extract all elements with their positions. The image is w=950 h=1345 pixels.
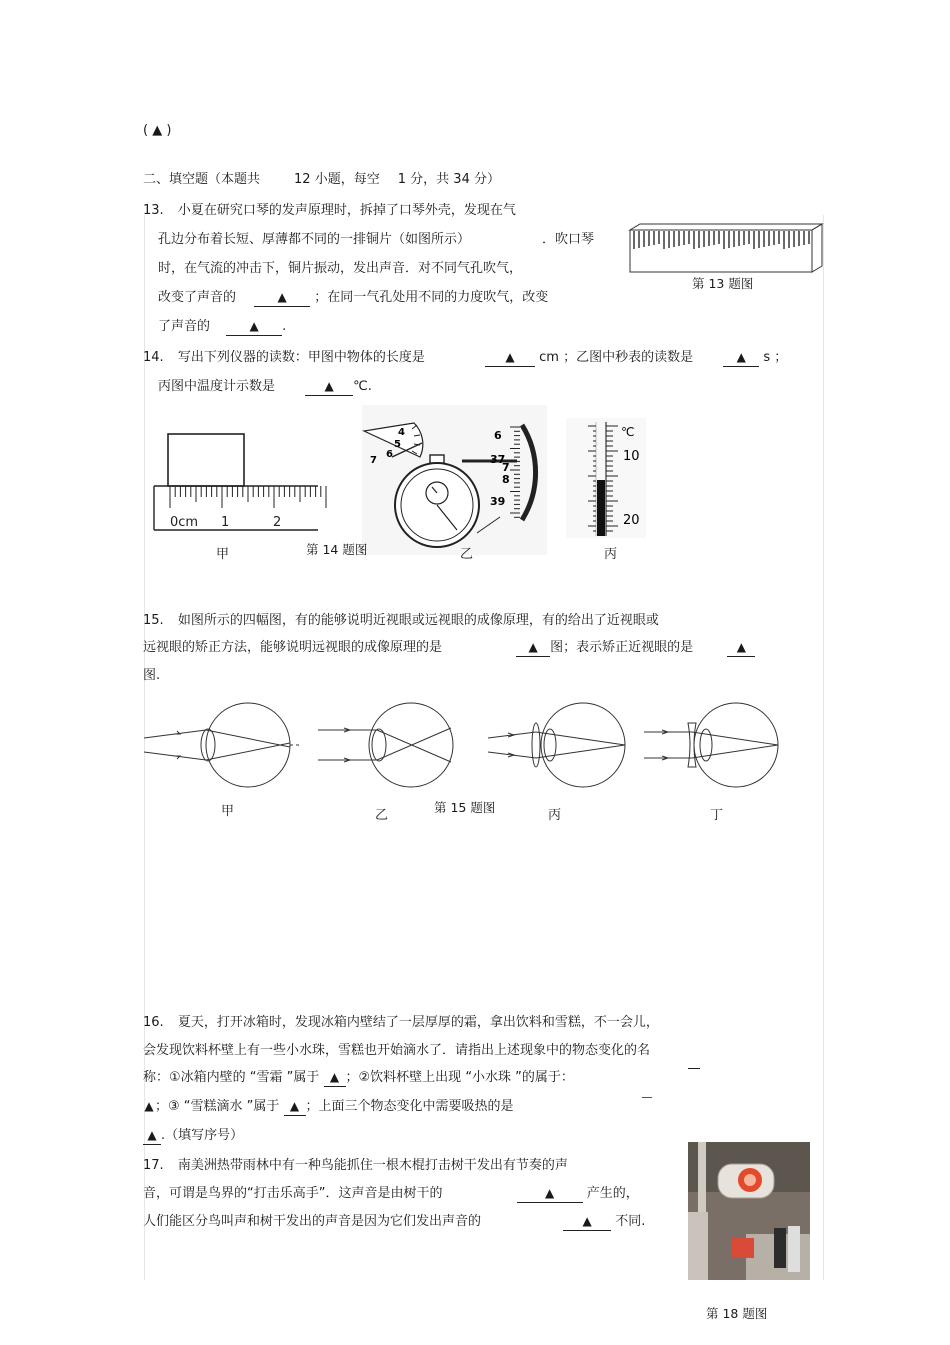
q15-text2a: 远视眼的矫正方法，能够说明远视眼的成像原理的是 (143, 640, 443, 655)
section-heading (143, 172, 500, 188)
q17-line3 (143, 1214, 645, 1231)
q14-text1a: 写出下列仪器的读数：甲图中物体的长度是 (177, 350, 425, 365)
answer-mark: ▲ (528, 640, 538, 654)
top-answer-bracket: ( ▲ ) (143, 123, 172, 138)
q14-text1b: ；乙图中秒表的读数是 (563, 350, 694, 365)
answer-mark: ▲ (505, 350, 515, 364)
ruler-figure (150, 430, 325, 535)
minute-label-6: 6 (386, 449, 393, 460)
q16-line1 (143, 1015, 659, 1031)
q14-unit-cm: cm (539, 350, 559, 365)
section-count: 12 (294, 172, 311, 187)
q13-text4a: 改变了声音的 (158, 290, 237, 305)
answer-mark: ▲ (324, 379, 334, 393)
q13-line1 (143, 203, 516, 219)
thermo-label-20: 20 (623, 513, 640, 528)
q13-text5a: 了声音的 (158, 319, 211, 334)
q14-number: 14. (143, 350, 164, 365)
q17-text2b: 产生的， (586, 1186, 639, 1201)
answer-mark: ▲ (249, 319, 259, 333)
q13-text2b: ．吹口琴 (542, 232, 595, 247)
answer-mark: ▲ (545, 1186, 555, 1200)
thermometer-figure (566, 418, 646, 538)
q15-line1 (143, 613, 659, 629)
q14-label-bing: 丙 (604, 547, 618, 562)
q14-blank-stopwatch[interactable] (723, 350, 759, 367)
answer-mark: ▲ (582, 1214, 592, 1228)
q16-blank-2[interactable] (143, 1099, 155, 1115)
eye-yi (318, 703, 453, 787)
thermometer-liquid (597, 480, 605, 536)
ruler-label-2: 2 (273, 515, 282, 530)
q18-figure-caption: 第 18 题图 (706, 1306, 768, 1321)
eye-bing (488, 703, 625, 787)
second-label-39: 39 (490, 495, 506, 508)
q15-text1: 如图所示的四幅图，有的能够说明近视眼或远视眼的成像原理，有的给出了近视眼或 (177, 613, 659, 628)
section-end: 分） (473, 172, 500, 187)
q14-unit-celsius: ℃. (353, 379, 372, 394)
fan-device (718, 1164, 774, 1198)
q15-blank-near[interactable] (727, 640, 755, 657)
q13-line2 (158, 232, 594, 248)
q13-figure-caption: 第 13 题图 (692, 276, 754, 291)
measured-block (168, 434, 244, 486)
eye-diagrams (140, 700, 790, 792)
q15-label-jia: 甲 (221, 804, 235, 819)
q15-number: 15. (143, 613, 164, 628)
q16-dash-1 (688, 1068, 700, 1069)
q16-number: 16. (143, 1015, 164, 1030)
answer-mark: ▲ (329, 1070, 340, 1084)
q17-text3b: 不同. (615, 1214, 646, 1229)
q13-number: 13. (143, 203, 164, 218)
ruler-ticks (170, 486, 326, 508)
answer-mark: ▲ (736, 350, 746, 364)
q16-line4 (143, 1099, 514, 1116)
q18-photo (688, 1142, 810, 1280)
q16-text1: 夏天，打开冰箱时，发现冰箱内壁结了一层厚厚的霜，拿出饮料和雪糕，不一会儿， (177, 1015, 659, 1030)
q16-line3 (143, 1070, 574, 1087)
answer-mark: ▲ (277, 290, 287, 304)
second-label-37: 37 (490, 453, 506, 466)
minute-label-5: 5 (394, 439, 401, 450)
q13-blank-1[interactable] (254, 290, 310, 307)
q15-line2 (143, 640, 755, 657)
q17-line2 (143, 1186, 639, 1203)
q13-text5b: . (282, 319, 287, 334)
ruler-label-1: 1 (221, 515, 230, 530)
q16-line2: 会发现饮料杯壁上有一些小水珠，雪糕也开始滴水了．请指出上述现象中的物态变化的名 (143, 1043, 651, 1058)
second-label-7: 7 (502, 461, 510, 474)
answer-mark: ▲ (144, 1099, 154, 1113)
q16-dash-2 (642, 1097, 652, 1098)
q14-figure-caption: 第 14 题图 (306, 542, 368, 557)
q13-text1: 小夏在研究口琴的发声原理时，拆掉了口琴外壳，发现在气 (177, 203, 516, 218)
q14-text2a: 丙图中温度计示数是 (158, 379, 276, 394)
second-label-6: 6 (494, 429, 502, 442)
q16-blank-1[interactable] (324, 1070, 346, 1087)
section-unit: 小题，每空 (314, 172, 380, 187)
q17-number: 17. (143, 1158, 164, 1173)
eye-ding (644, 703, 778, 787)
minute-label-4: 4 (398, 427, 405, 438)
stopwatch-figure (362, 405, 547, 555)
answer-mark: ▲ (147, 1128, 157, 1142)
q15-label-yi: 乙 (375, 808, 389, 823)
q15-blank-far[interactable] (516, 640, 550, 657)
q13-line3: 时，在气流的冲击下，铜片振动，发出声音．对不同气孔吹气， (158, 261, 523, 276)
second-label-8: 8 (502, 473, 510, 486)
ruler-label-0: 0cm (170, 515, 199, 530)
q17-line1 (143, 1158, 568, 1174)
q13-text4b: ；在同一气孔处用不同的力度吹气，改变 (314, 290, 549, 305)
eye-jia (144, 703, 300, 787)
q15-text2b: 图；表示矫正近视眼的是 (550, 640, 694, 655)
q16-line5 (143, 1128, 243, 1145)
section-total: 34 (453, 172, 470, 187)
thermo-unit: ℃ (621, 425, 635, 439)
q15-label-ding: 丁 (710, 808, 724, 823)
q14-blank-temp[interactable] (305, 379, 353, 396)
q16-text4b: ；上面三个物态变化中需要吸热的是 (305, 1099, 514, 1114)
watch-crown (430, 455, 444, 463)
q17-text3a: 人们能区分鸟叫声和树干发出的声音是因为它们发出声音的 (143, 1214, 482, 1229)
q14-label-yi: 乙 (460, 547, 474, 562)
q14-line2 (158, 379, 372, 396)
q16-text4a: ；③ “雪糕滴水 ”属于 (155, 1099, 280, 1114)
q14-label-jia: 甲 (216, 547, 230, 562)
q16-text3b: ；②饮料杯壁上出现 “小水珠 ”的属于： (345, 1070, 574, 1085)
section-unit2: 分，共 (410, 172, 450, 187)
section-score: 1 (397, 172, 406, 187)
q17-text2a: 音，可谓是鸟界的“打击乐高手”．这声音是由树干的 (143, 1186, 443, 1201)
q13-blank-2[interactable] (226, 319, 282, 336)
q14-line1 (143, 350, 787, 367)
harmonica-reeds (634, 231, 809, 249)
q16-text5: .（填写序号） (161, 1128, 244, 1143)
q15-figure-caption: 第 15 题图 (434, 800, 496, 815)
section-title: 二、填空题（本题共 (143, 172, 261, 187)
minute-label-7: 7 (370, 455, 377, 466)
q13-text2a: 孔边分布着长短、厚薄都不同的一排铜片（如图所示） (158, 232, 471, 247)
q14-text1c: ； (774, 350, 788, 365)
q17-blank-2[interactable] (563, 1214, 611, 1231)
q13-line4 (158, 290, 548, 307)
q14-unit-s: s (763, 350, 771, 365)
q17-text1: 南美洲热带雨林中有一种鸟能抓住一根木棍打击树干发出有节奏的声 (177, 1158, 568, 1173)
harmonica-figure (626, 222, 826, 277)
answer-mark: ▲ (736, 640, 746, 654)
q15-label-bing: 丙 (548, 808, 562, 823)
q17-blank-1[interactable] (517, 1186, 583, 1203)
answer-mark: ▲ (289, 1099, 300, 1113)
q14-blank-length[interactable] (485, 350, 535, 367)
q16-blank-4[interactable] (143, 1128, 161, 1145)
q15-line3: 图. (143, 668, 161, 683)
q13-line5 (158, 319, 286, 336)
thermo-label-10: 10 (623, 449, 640, 464)
q16-blank-3[interactable] (284, 1099, 306, 1116)
q16-text3a: 称：①冰箱内壁的 “雪霜 ”属于 (143, 1070, 320, 1085)
